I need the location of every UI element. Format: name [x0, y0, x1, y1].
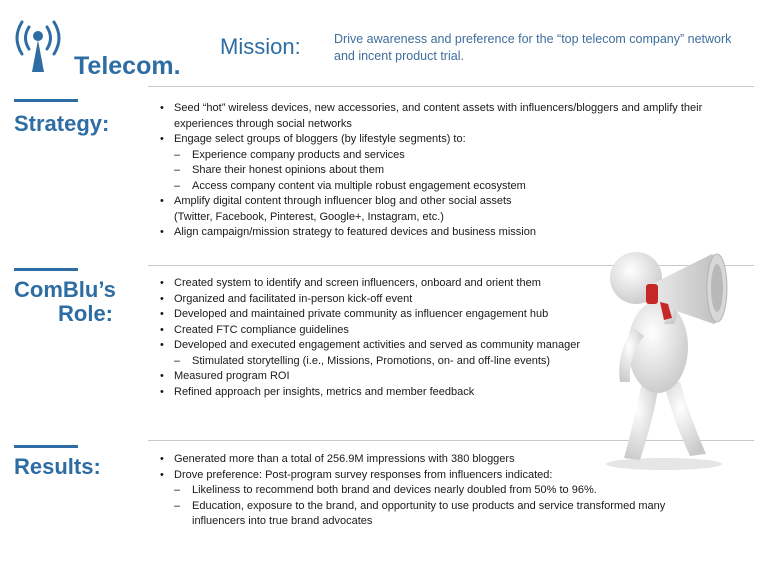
list-item-continuation: experiences through social networks: [174, 117, 352, 130]
role-heading-line1: ComBlu’s: [14, 277, 116, 302]
list-item: [160, 276, 580, 292]
sub-list-item: [160, 179, 702, 195]
list-item: [160, 369, 580, 385]
list-item-text: Stimulated storytelling (i.e., Missions, Promotions, on- and off-line events): [192, 354, 551, 367]
sub-list-item: [160, 163, 702, 179]
list-item: [160, 292, 580, 308]
sub-list-item: [160, 483, 665, 499]
list-item-text: Created system to identify and screen influencers, onboard and orient them: [174, 277, 541, 289]
list-item: [160, 338, 580, 354]
list-item-text: Align campaign/mission strategy to featured devices and business mission: [174, 226, 536, 238]
mission-statement: Drive awareness and preference for the “top telecom company” network and incent product trial.: [334, 32, 732, 63]
strategy-heading: Strategy:: [14, 111, 110, 136]
list-item: [160, 101, 702, 132]
mission-label: Mission:: [220, 34, 301, 59]
sub-list-item: [160, 354, 580, 370]
list-item-text: Amplify digital content through influencer blog and other social assets: [174, 195, 512, 207]
role-list: [160, 276, 580, 400]
list-item: [160, 452, 665, 468]
list-item-text: Experience company products and services: [192, 148, 405, 161]
list-item-continuation: (Twitter, Facebook, Pinterest, Google+, Instagram, etc.): [174, 210, 444, 223]
list-item-text: Measured program ROI: [174, 370, 290, 382]
results-heading: Results:: [14, 454, 101, 479]
list-item-text: Likeliness to recommend both brand and devices nearly doubled from 50% to 96%.: [192, 484, 597, 496]
strategy-accent-bar: [14, 99, 78, 102]
list-item: [160, 132, 702, 148]
header-divider: [148, 86, 754, 87]
list-item-text: Share their honest opinions about them: [192, 164, 385, 176]
role-heading-line2: Role:: [58, 301, 113, 326]
list-item-text: Education, exposure to the brand, and opportunity to use products and service transformed many: [192, 499, 666, 512]
list-item-text: Access company content via multiple robust engagement ecosystem: [192, 179, 526, 192]
list-item-text: Created FTC compliance guidelines: [174, 323, 349, 336]
list-item-text: Drove preference: Post-program survey responses from influencers indicated:: [174, 468, 553, 481]
list-item-text: Developed and executed engagement activities and served as community manager: [174, 339, 581, 351]
list-item-text: Developed and maintained private community as influencer engagement hub: [174, 308, 549, 320]
megaphone-figure-icon: [594, 232, 754, 472]
list-item-text: Refined approach per insights, metrics and member feedback: [174, 385, 475, 398]
list-item-continuation: influencers into true brand advocates: [192, 515, 373, 527]
list-item-text: Generated more than a total of 256.9M impressions with 380 bloggers: [174, 453, 515, 465]
role-heading: [14, 278, 116, 326]
list-item: [160, 323, 580, 339]
list-item: [160, 194, 702, 225]
role-accent-bar: [14, 268, 78, 271]
list-item: [160, 468, 665, 484]
sub-list-item: [160, 148, 702, 164]
company-logo: [8, 8, 198, 80]
sub-list-item: [160, 499, 665, 530]
list-item: [160, 385, 580, 401]
logo-wordmark: Telecom.: [74, 52, 181, 80]
list-item-text: Seed “hot” wireless devices, new accessories, and content assets with influencers/bloggers and amplify their: [174, 102, 703, 114]
strategy-list: [160, 101, 702, 241]
list-item-text: Engage select groups of bloggers (by lifestyle segments) to:: [174, 133, 466, 145]
list-item: [160, 307, 580, 323]
wireless-broadcast-icon: [8, 8, 78, 80]
list-item-text: Organized and facilitated in-person kick-off event: [174, 292, 413, 305]
results-list: [160, 452, 665, 530]
results-accent-bar: [14, 445, 78, 448]
